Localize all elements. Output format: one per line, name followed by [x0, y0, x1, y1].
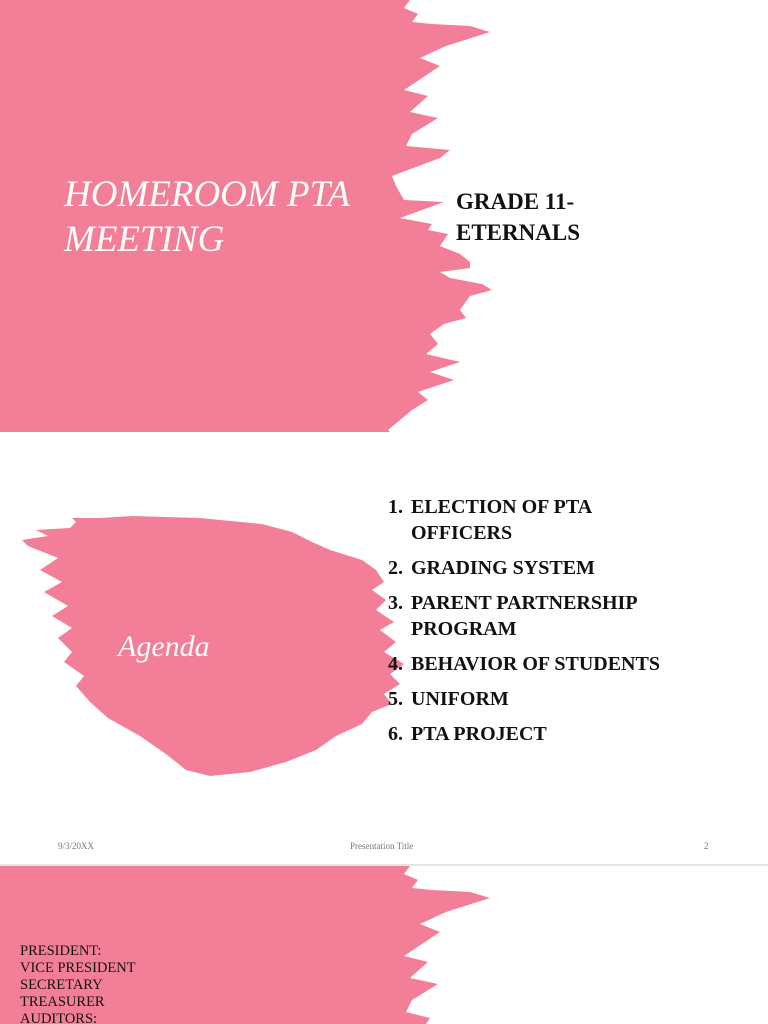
slide-officers [0, 866, 768, 1024]
footer-page-number: 2 [704, 841, 709, 851]
slide-agenda [0, 432, 768, 864]
agenda-title: Agenda [118, 630, 210, 663]
officer-line: TREASURER [20, 994, 105, 1010]
agenda-item: 4. BEHAVIOR OF STUDENTS [388, 653, 660, 675]
agenda-item: 5. UNIFORM [388, 688, 509, 710]
footer-title: Presentation Title [350, 841, 414, 851]
agenda-item: 6. PTA PROJECT [388, 723, 547, 745]
slide-title [0, 0, 768, 432]
presentation-subtitle: GRADE 11- ETERNALS [456, 189, 580, 245]
agenda-item: 2. GRADING SYSTEM [388, 557, 595, 579]
officer-list [20, 943, 136, 1024]
agenda-item: 3. PARENT PARTNERSHIP PROGRAM [388, 592, 637, 640]
officer-line: AUDITORS: [20, 1011, 98, 1024]
presentation-title: HOMEROOM PTA MEETING [64, 174, 350, 260]
officer-line: PRESIDENT: [20, 943, 102, 959]
agenda-item: 1. ELECTION OF PTA OFFICERS [388, 496, 592, 544]
agenda-list [388, 494, 688, 756]
footer-date: 9/3/20XX [58, 841, 94, 851]
officer-line: VICE PRESIDENT [20, 960, 136, 976]
officer-line: SECRETARY [20, 977, 103, 993]
